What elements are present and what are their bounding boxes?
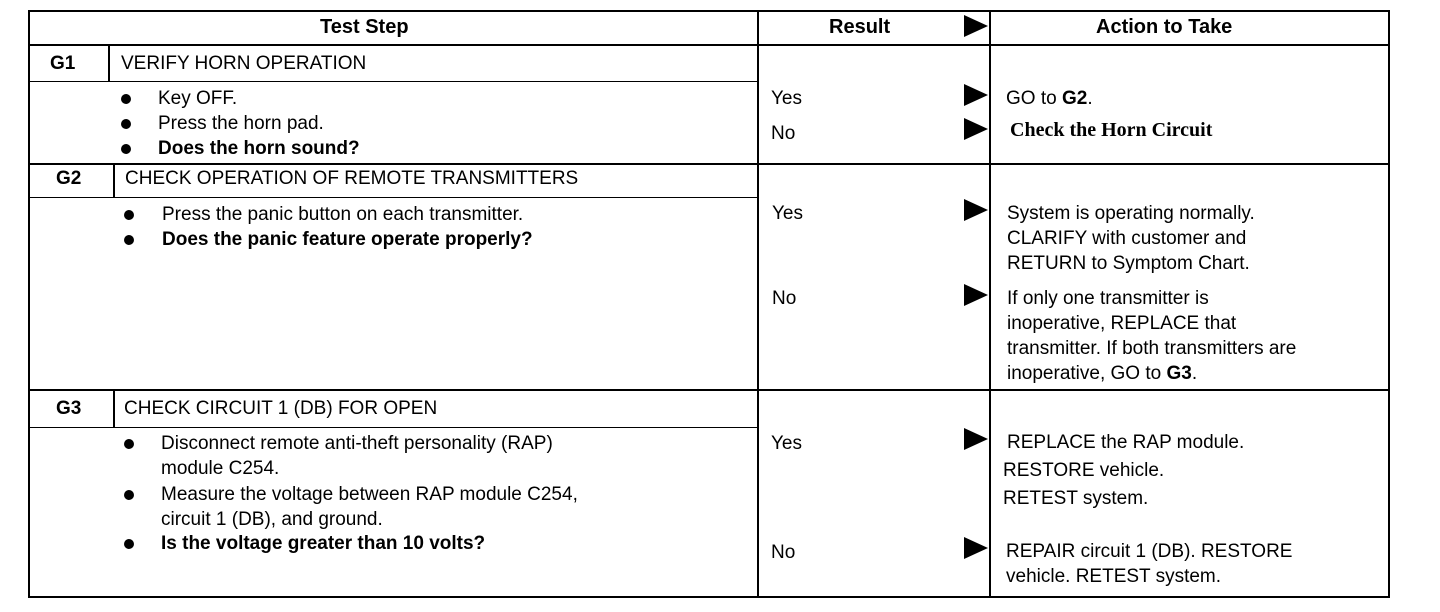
- step-id-g1: G1: [50, 53, 76, 74]
- g2-action-yes-line-1: System is operating normally.: [1007, 203, 1255, 224]
- bullet-icon: [124, 210, 134, 220]
- g1-bullet-1: Key OFF.: [158, 88, 238, 109]
- g3-action-yes-line-1: REPLACE the RAP module.: [1007, 432, 1245, 453]
- g1-action-no: Check the Horn Circuit: [1010, 119, 1213, 141]
- header-bottom-line: [28, 44, 1390, 46]
- step-id-g2: G2: [56, 168, 82, 189]
- g2-yes-arrow-icon: [964, 199, 988, 221]
- g3-yes-arrow-icon: [964, 428, 988, 450]
- step-id-g3: G3: [56, 398, 82, 419]
- g2-title-bottom-line: [28, 197, 757, 198]
- g2-no-arrow-icon: [964, 284, 988, 306]
- g1-yes-arrow-icon: [964, 84, 988, 106]
- bullet-icon: [121, 94, 131, 104]
- g3-bullet-1-line-1: Disconnect remote anti-theft personality (RAP): [161, 433, 553, 454]
- g3-bullet-1-line-2: module C254.: [161, 458, 280, 479]
- step-id-divider-g2: [113, 164, 115, 198]
- g1-bullet-3-question: Does the horn sound?: [158, 138, 360, 159]
- g1-action-yes: GO to G2.: [1006, 88, 1093, 109]
- g3-action-yes-line-3: RETEST system.: [1003, 488, 1149, 509]
- g3-action-no-line-1: REPAIR circuit 1 (DB). RESTORE: [1006, 541, 1293, 562]
- g1-title-bottom-line: [28, 81, 757, 82]
- g3-result-no: No: [771, 542, 796, 563]
- step-title-g2: CHECK OPERATION OF REMOTE TRANSMITTERS: [125, 168, 579, 189]
- g3-action-no-line-2: vehicle. RETEST system.: [1006, 566, 1222, 587]
- g2-action-yes-line-2: CLARIFY with customer and: [1007, 228, 1247, 249]
- column-divider-result: [757, 10, 759, 598]
- g2-action-no-line-2: inoperative, REPLACE that: [1007, 313, 1237, 334]
- g1-no-arrow-icon: [964, 118, 988, 140]
- g3-bullet-2-line-2: circuit 1 (DB), and ground.: [161, 509, 383, 530]
- header-action: Action to Take: [1096, 16, 1233, 38]
- g1-result-no: No: [771, 123, 796, 144]
- g3-title-bottom-line: [28, 427, 757, 428]
- header-test-step: Test Step: [320, 16, 409, 38]
- g2-result-no: No: [772, 288, 797, 309]
- g3-result-yes: Yes: [771, 433, 802, 454]
- g1-result-yes: Yes: [771, 88, 802, 109]
- bullet-icon: [124, 439, 134, 449]
- g2-bottom-line: [28, 389, 1390, 391]
- header-result: Result: [829, 16, 891, 38]
- column-divider-action: [989, 10, 991, 598]
- bullet-icon: [124, 490, 134, 500]
- g3-action-yes-line-2: RESTORE vehicle.: [1003, 460, 1165, 481]
- g2-action-yes-line-3: RETURN to Symptom Chart.: [1007, 253, 1250, 274]
- step-id-divider-g3: [113, 390, 115, 428]
- g2-action-no-line-1: If only one transmitter is: [1007, 288, 1209, 309]
- g3-bullet-2-line-1: Measure the voltage between RAP module C254,: [161, 484, 578, 505]
- bullet-icon: [124, 235, 134, 245]
- g3-bullet-3-question: Is the voltage greater than 10 volts?: [161, 533, 486, 554]
- g2-result-yes: Yes: [772, 203, 803, 224]
- g2-bullet-2-question: Does the panic feature operate properly?: [162, 229, 533, 250]
- bullet-icon: [121, 144, 131, 154]
- g3-no-arrow-icon: [964, 537, 988, 559]
- g2-action-no-line-4: inoperative, GO to G3.: [1007, 363, 1198, 384]
- g1-bottom-line: [28, 163, 1390, 165]
- bullet-icon: [121, 119, 131, 129]
- bullet-icon: [124, 539, 134, 549]
- header-arrow-icon: [964, 15, 988, 37]
- step-title-g1: VERIFY HORN OPERATION: [121, 53, 367, 74]
- g2-bullet-1: Press the panic button on each transmitter.: [162, 204, 524, 225]
- step-title-g3: CHECK CIRCUIT 1 (DB) FOR OPEN: [124, 398, 438, 419]
- g2-action-no-line-3: transmitter. If both transmitters are: [1007, 338, 1297, 359]
- g1-bullet-2: Press the horn pad.: [158, 113, 324, 134]
- step-id-divider-g1: [108, 46, 110, 82]
